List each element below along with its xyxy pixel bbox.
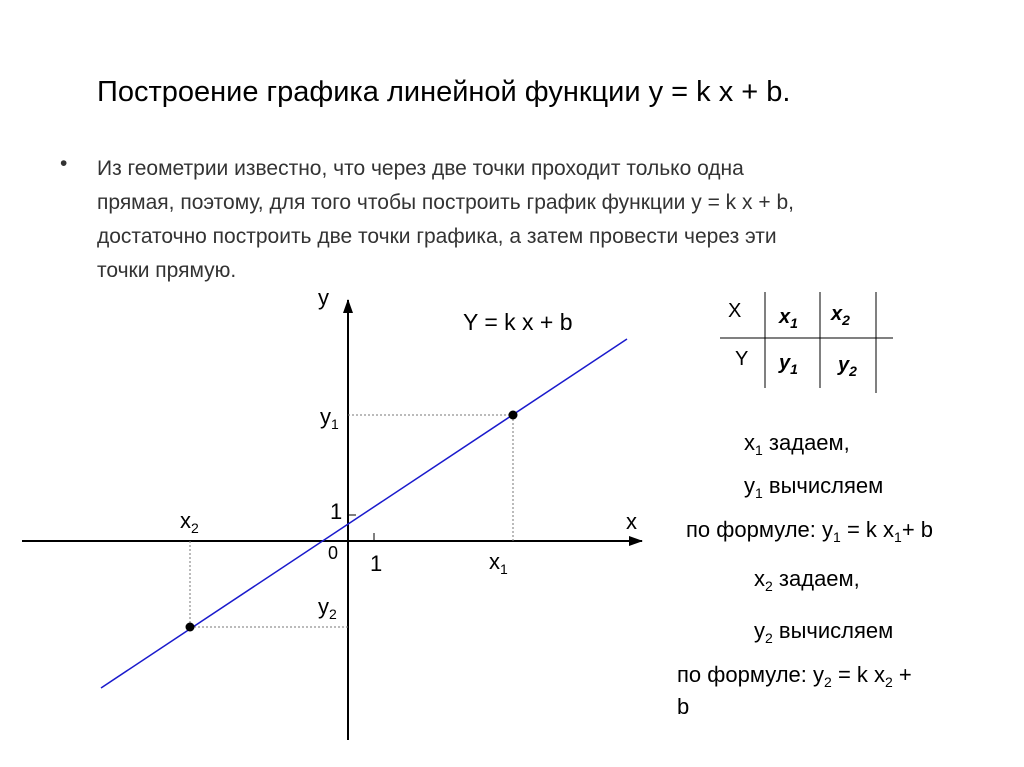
origin-label: 0 (328, 543, 339, 563)
equation-label: Y = k x + b (463, 309, 573, 335)
table-header-y: Y (735, 348, 749, 370)
step-6-formula-cont: b (677, 694, 690, 719)
y2-label: $y_2$ (318, 594, 337, 622)
step-1: $x_1$ задаем, (744, 430, 850, 458)
step-5: $y_2$ вычисляем (754, 618, 894, 646)
x-tick-label: 1 (370, 551, 383, 576)
y-tick-label: 1 (330, 499, 343, 524)
axis-y-label: y (318, 285, 329, 310)
x2-label: $x_2$ (180, 508, 199, 536)
point-1 (509, 411, 518, 420)
table-cell-y2: $y_2$ (838, 354, 857, 379)
intro-line-4: точки прямую. (97, 259, 237, 282)
x1-label: $x_1$ (489, 549, 508, 577)
intro-line-2: прямая, поэтому, для того чтобы построить график функции y = k x + b, (97, 191, 794, 214)
table-header-x: X (728, 300, 742, 322)
step-2: $y_1$ вычисляем (744, 473, 884, 501)
axis-x-label: x (626, 509, 637, 534)
step-6-formula: по формуле: $y_2 = k$ $x_2$ + (677, 662, 912, 690)
table-cell-x1: $x_1$ (779, 306, 798, 331)
intro-line-3: достаточно построить две точки графика, а затем провести через эти (97, 225, 777, 248)
y1-label: $y_1$ (320, 404, 339, 432)
bullet-marker: • (60, 152, 68, 175)
table-cell-x2: $x_2$ (831, 303, 850, 328)
intro-line-1: Из геометрии известно, что через две точки проходит только одна (97, 157, 744, 180)
page-title: Построение графика линейной функции y = k x + b. (97, 76, 791, 108)
point-2 (186, 623, 195, 632)
step-3-formula: по формуле: $y_1 = k$ $x_1+ b$ (686, 517, 934, 545)
table-cell-y1: $y_1$ (779, 352, 798, 377)
step-4: $x_2$ задаем, (754, 566, 860, 594)
